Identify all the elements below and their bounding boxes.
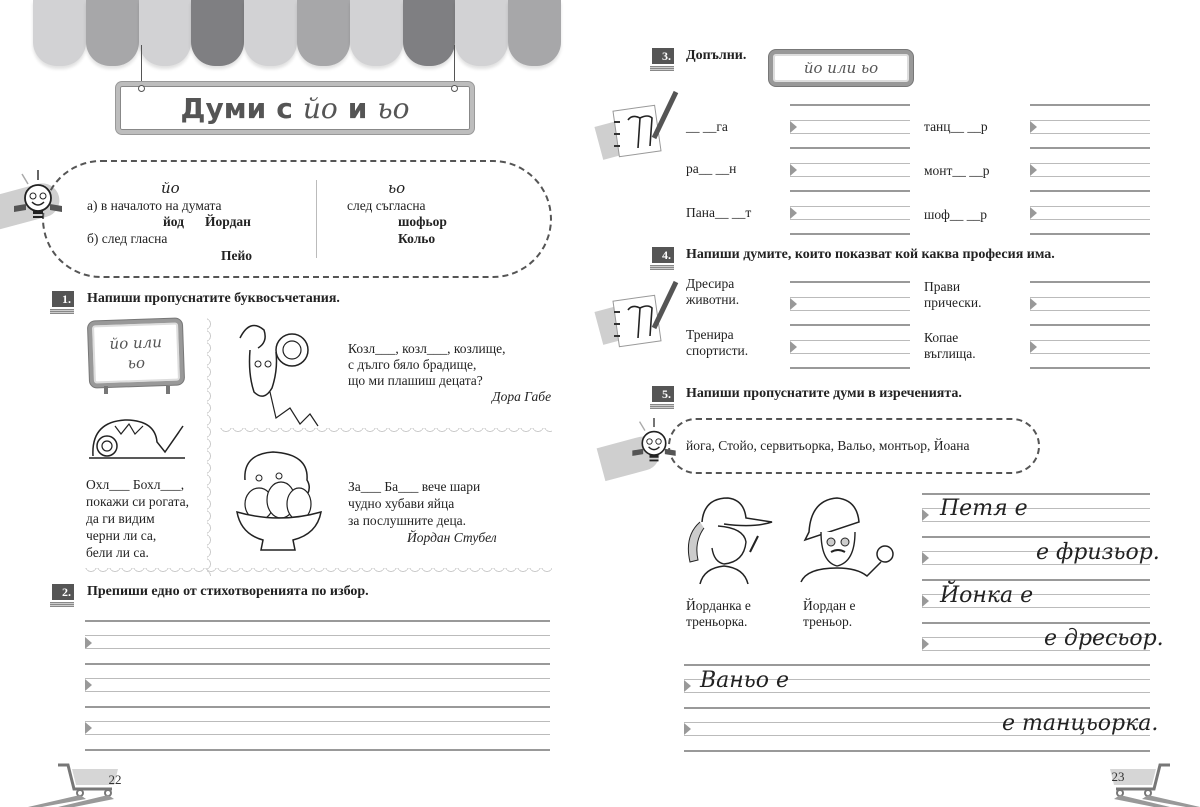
task4-prompt: Копае (924, 330, 959, 345)
rule-example: Кольо (398, 231, 436, 246)
arrow-marker-icon (1030, 341, 1037, 353)
writing-line (790, 367, 910, 369)
awning-stripe (508, 0, 561, 66)
writing-line (790, 163, 910, 164)
arrow-marker-icon (1030, 207, 1037, 219)
title-word: и (347, 91, 368, 125)
writing-line (1030, 353, 1150, 354)
rule-text: а) в началото на думата (87, 198, 222, 213)
writing-line (85, 706, 550, 708)
writing-line (684, 664, 1150, 666)
task4-prompt: прически. (924, 295, 982, 310)
hint-sign (88, 318, 184, 387)
writing-line (790, 353, 910, 354)
writing-line (1030, 133, 1150, 134)
rule-text: след съгласна (347, 198, 426, 213)
writing-line (790, 340, 910, 341)
awning-stripe (244, 0, 297, 66)
fill-word: ра__ __н (686, 161, 737, 176)
writing-line (922, 536, 1150, 538)
sign-ring (451, 85, 458, 92)
awning-stripe (191, 0, 244, 66)
awning-stripe (455, 0, 508, 66)
rule-example: Пейо (221, 248, 253, 263)
section-divider (220, 428, 552, 434)
picture-caption: Йорданка е (686, 598, 751, 613)
hint-sign: йо или ьо (769, 50, 913, 86)
section-divider (85, 568, 552, 574)
female-coach-illustration (684, 492, 774, 587)
writing-line (922, 493, 1150, 495)
lightbulb-icon (12, 170, 64, 232)
task-title: Препиши едно от стихотворенията по избор. (87, 584, 369, 599)
arrow-marker-icon (684, 723, 691, 735)
writing-line (790, 324, 910, 326)
task-title: Напиши думите, които показват кой каква професия има. (686, 247, 1055, 262)
arrow-marker-icon (1030, 164, 1037, 176)
title-word: Думи (180, 91, 267, 125)
awning-stripe (403, 0, 456, 66)
page-title (116, 82, 474, 134)
divider (316, 180, 320, 258)
writing-line (1030, 206, 1150, 207)
hint-sign-line: ьо (127, 353, 146, 373)
fill-word: Пана__ __т (686, 205, 752, 220)
sign-leg (104, 386, 108, 394)
poem-line: що ми плашиш децата? (348, 373, 483, 388)
writing-line (1030, 233, 1150, 235)
writing-line (85, 734, 550, 735)
arrow-marker-icon (922, 638, 929, 650)
picture-caption: Йордан е (803, 598, 856, 613)
writing-line (1030, 297, 1150, 298)
title-script-word: йо (302, 91, 338, 125)
sign-leg (166, 386, 170, 394)
task-title: Напиши пропуснатите думи в изреченията. (686, 386, 962, 401)
writing-line (790, 233, 910, 235)
male-coach-illustration (797, 492, 897, 587)
sign-string (141, 45, 142, 87)
writing-line (85, 663, 550, 665)
section-divider (207, 318, 213, 576)
poem-line: Козл___, козл___, козлище, (348, 341, 506, 356)
poem-line: да ги видим (86, 511, 155, 526)
task-number-badge: 5. (652, 386, 674, 402)
writing-line (790, 219, 910, 220)
writing-line (85, 691, 550, 692)
writing-line (684, 750, 1150, 752)
arrow-marker-icon (1030, 298, 1037, 310)
writing-line (790, 147, 910, 149)
sign-string (454, 45, 455, 87)
fill-word: танц__ __р (924, 119, 988, 134)
writing-line (922, 622, 1150, 624)
writing-line (85, 749, 550, 751)
cursive-sentence: Ваньо е (700, 668, 790, 693)
fill-word: шоф__ __р (924, 207, 988, 222)
arrow-marker-icon (922, 509, 929, 521)
rule-box (42, 160, 552, 278)
writing-line (1030, 120, 1150, 121)
picture-caption: треньор. (803, 614, 853, 629)
awning-stripe (86, 0, 139, 66)
task4-prompt: Дресира (686, 276, 735, 291)
arrow-marker-icon (790, 121, 797, 133)
title-script-word: ьо (377, 91, 410, 125)
sign-ring (138, 85, 145, 92)
page-number: 23 (1111, 769, 1125, 784)
lightbulb-icon (628, 418, 680, 474)
title-word: с (276, 91, 293, 125)
task4-prompt: Прави (924, 279, 961, 294)
writing-line (790, 120, 910, 121)
rule-example: Йордан (205, 214, 251, 229)
task4-prompt: животни. (686, 292, 740, 307)
task-title: Допълни. (686, 48, 747, 63)
writing-line (922, 521, 1150, 522)
writing-line (1030, 104, 1150, 106)
awning-decoration (33, 0, 561, 72)
poem-line: Охл___ Бохл___, (86, 477, 185, 492)
task-title: Напиши пропуснатите буквосъчетания. (87, 291, 340, 306)
cursive-sentence: е танцьорка. (1002, 711, 1159, 736)
task4-prompt: Тренира (686, 327, 734, 342)
poem-author: Йордан Стубел (407, 530, 497, 545)
cursive-sentence: е фризьор. (1036, 540, 1160, 565)
task-number-badge: 2. (52, 584, 74, 600)
snail-illustration (85, 412, 191, 462)
rule-example: йод (163, 214, 184, 229)
writing-line (1030, 176, 1150, 177)
arrow-marker-icon (790, 341, 797, 353)
task4-prompt: въглища. (924, 346, 976, 361)
arrow-marker-icon (684, 680, 691, 692)
poem-line: бели ли са. (86, 545, 149, 560)
writing-line (85, 620, 550, 622)
poem-line: с дълго бяло брадище, (348, 357, 477, 372)
writing-line (1030, 190, 1150, 192)
awning-stripe (350, 0, 403, 66)
picture-caption: треньорка. (686, 614, 748, 629)
ram-illustration (230, 318, 330, 428)
cursive-sentence: Йонка е (940, 583, 1034, 608)
word-bank: йога, Стойо, сервитьорка, Вальо, монтьор, Йоана (686, 438, 970, 453)
poem-line: чудно хубави яйца (348, 496, 455, 511)
rule-text: б) след гласна (87, 231, 168, 246)
writing-line (1030, 219, 1150, 220)
task4-prompt: спортисти. (686, 343, 749, 358)
writing-line (1030, 281, 1150, 283)
arrow-marker-icon (922, 595, 929, 607)
arrow-marker-icon (790, 164, 797, 176)
writing-line (790, 190, 910, 192)
rule-heading-yo-soft: ьо (388, 179, 406, 197)
writing-line (790, 176, 910, 177)
rule-example: шофьор (398, 214, 447, 229)
writing-line (790, 104, 910, 106)
writing-line (85, 635, 550, 636)
writing-line (790, 310, 910, 311)
fill-word: монт__ __р (924, 163, 990, 178)
arrow-marker-icon (1030, 121, 1037, 133)
poem-line: за послушните деца. (348, 513, 467, 528)
cursive-sentence: Петя е (940, 496, 1028, 521)
arrow-marker-icon (790, 298, 797, 310)
poem-author: Дора Габе (492, 389, 552, 404)
writing-line (1030, 367, 1150, 369)
writing-line (1030, 340, 1150, 341)
page-number: 22 (108, 772, 122, 787)
fill-word: __ __га (686, 119, 728, 134)
notebook-pencil-icon (610, 88, 682, 158)
writing-line (790, 281, 910, 283)
cursive-sentence: е дресьор. (1044, 626, 1164, 651)
writing-line (790, 206, 910, 207)
task-number-badge: 4. (652, 247, 674, 263)
boy-with-eggs-illustration (233, 450, 325, 555)
hint-sign-line: йо или (109, 333, 163, 353)
arrow-marker-icon (85, 722, 92, 734)
poem-line: черни ли са, (86, 528, 157, 543)
awning-stripe (297, 0, 350, 66)
awning-stripe (33, 0, 86, 66)
arrow-marker-icon (922, 552, 929, 564)
writing-line (85, 648, 550, 649)
arrow-marker-icon (85, 679, 92, 691)
task-number-badge: 1. (52, 291, 74, 307)
writing-line (790, 133, 910, 134)
arrow-marker-icon (790, 207, 797, 219)
rule-heading-yo: йо (161, 179, 180, 197)
poem-line: За___ Ба___ вече шари (348, 479, 481, 494)
writing-line (85, 721, 550, 722)
writing-line (85, 678, 550, 679)
writing-line (684, 707, 1150, 709)
writing-line (1030, 147, 1150, 149)
awning-stripe (139, 0, 192, 66)
writing-line (1030, 163, 1150, 164)
writing-line (1030, 310, 1150, 311)
writing-line (922, 579, 1150, 581)
writing-line (790, 297, 910, 298)
notebook-pencil-icon (610, 278, 682, 348)
poem-line: покажи си рогата, (86, 494, 189, 509)
task-number-badge: 3. (652, 48, 674, 64)
writing-line (1030, 324, 1150, 326)
